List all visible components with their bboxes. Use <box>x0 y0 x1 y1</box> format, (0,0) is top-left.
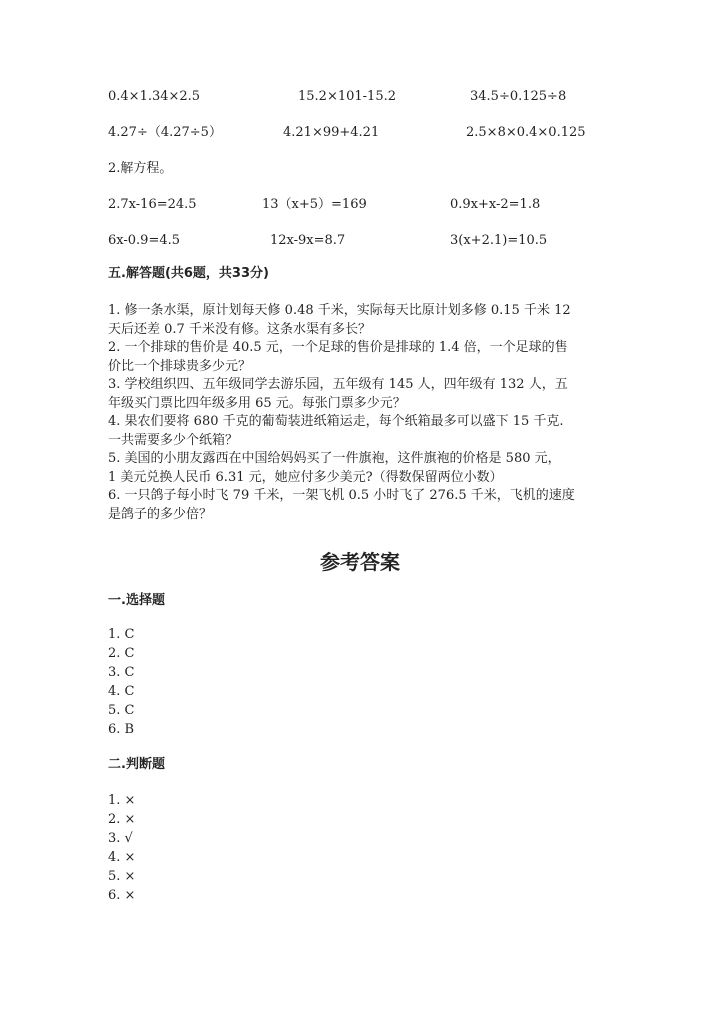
solve-equations-title: 2.解方程。 <box>108 161 173 176</box>
judge-answer: 5. × <box>108 869 136 884</box>
judge-answer: 6. × <box>108 888 136 903</box>
calc-expression: 4.27÷（4.27÷5） <box>108 125 222 140</box>
word-problems <box>108 302 614 524</box>
problem-line: 6. 一只鸽子每小时飞 79 千米，一架飞机 0.5 小时飞了 276.5 千米，飞机的速度 <box>108 488 575 503</box>
choice-answer: 5. C <box>108 703 135 718</box>
problem-line: 一共需要多少个纸箱？ <box>108 432 239 448</box>
judge-answer: 2. × <box>108 812 136 827</box>
calc-expression: 34.5÷0.125÷8 <box>470 89 567 104</box>
equation: 6x-0.9=4.5 <box>108 233 181 248</box>
problem-line: 1 美元兑换人民币 6.31 元，她应付多少美元?（得数保留两位小数） <box>108 469 503 485</box>
calc-expression: 2.5×8×0.4×0.125 <box>466 125 586 140</box>
problem-line: 天后还差 0.7 千米没有修。这条水渠有多长？ <box>108 321 371 337</box>
answer-key-title: 参考答案 <box>320 550 400 574</box>
equation: 12x-9x=8.7 <box>270 233 346 248</box>
section-2-title: 二.判断题 <box>108 757 165 772</box>
problem-line: 1. 修一条水渠，原计划每天修 0.48 千米，实际每天比原计划多修 0.15 千米 12 <box>108 303 571 318</box>
equation: 2.7x-16=24.5 <box>108 197 197 212</box>
choice-answer: 1. C <box>108 627 135 642</box>
choice-answer: 3. C <box>108 665 135 680</box>
judge-answer: 3. √ <box>108 831 133 846</box>
problem-line: 3. 学校组织四、五年级同学去游乐园，五年级有 145 人，四年级有 132 人，五 <box>108 377 568 392</box>
calc-expression: 4.21×99+4.21 <box>283 125 380 140</box>
choice-answer: 4. C <box>108 684 135 699</box>
problem-line: 价比一个排球贵多少元？ <box>108 358 252 374</box>
problem-line: 年级买门票比四年级多用 65 元。每张门票多少元？ <box>108 395 406 411</box>
judge-answer: 4. × <box>108 850 136 865</box>
calc-expression: 15.2×101-15.2 <box>298 89 396 104</box>
problem-line: 是鸽子的多少倍？ <box>108 506 213 522</box>
equation: 0.9x+x-2=1.8 <box>450 197 541 212</box>
problem-line: 4. 果农们要将 680 千克的葡萄装进纸箱运走，每个纸箱最多可以盛下 15 千克. <box>108 414 564 429</box>
choice-answer: 6. B <box>108 722 135 737</box>
judge-answer: 1. × <box>108 793 136 808</box>
equation: 13（x+5）=169 <box>262 197 367 212</box>
equation: 3(x+2.1)=10.5 <box>450 233 548 248</box>
section-1-title: 一.选择题 <box>108 593 165 608</box>
choice-answer: 2. C <box>108 646 135 661</box>
calc-expression: 0.4×1.34×2.5 <box>108 89 201 104</box>
problem-line: 5. 美国的小朋友露西在中国给妈妈买了一件旗袍，这件旗袍的价格是 580 元， <box>108 451 561 466</box>
section-5-title: 五.解答题(共6题，共33分) <box>108 266 269 281</box>
problem-line: 2. 一个排球的售价是 40.5 元，一个足球的售价是排球的 1.4 倍，一个足球的售 <box>108 340 568 355</box>
